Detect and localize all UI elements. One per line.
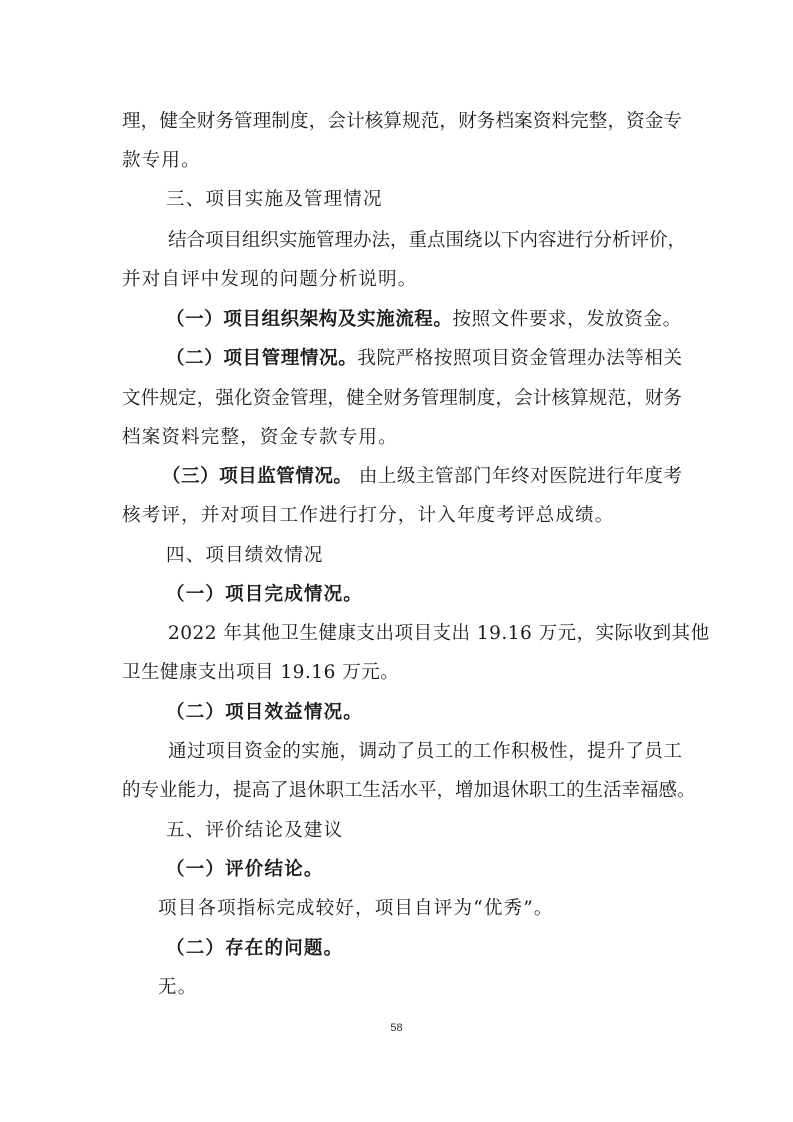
section-heading-3: 三、项目实施及管理情况 — [166, 189, 383, 210]
paragraph-line-17: 通过项目资金的实施，调动了员工的工作积极性，提升了员工 — [168, 741, 682, 762]
paragraph-line-1: 理，健全财务管理制度，会计核算规范，财务档案资料完整，资金专 — [122, 111, 682, 132]
subsection-5-2: （二）存在的问题。 — [166, 938, 344, 959]
subsection-2-line: （二）项目管理情况。我院严格按照项目资金管理办法等相关 — [166, 348, 682, 369]
paragraph-line-15: 卫生健康支出项目 19.16 万元。 — [122, 662, 400, 683]
subsection-3-line: （三）项目监管情况。 由上级主管部门年终对医院进行年度考 — [162, 466, 682, 487]
subsection-5-1: （一）评价结论。 — [166, 859, 324, 880]
paragraph-line-2: 款专用。 — [122, 150, 201, 171]
paragraph-line-14: 2022 年其他卫生健康支出项目支出 19.16 万元，实际收到其他 — [168, 623, 710, 644]
paragraph-line-5: 并对自评中发现的问题分析说明。 — [122, 269, 418, 290]
subsection-4-2: （二）项目效益情况。 — [166, 702, 364, 723]
section-heading-5: 五、评价结论及建议 — [166, 820, 344, 841]
paragraph-line-18: 的专业能力，提高了退休职工生活水平，增加退休职工的生活幸福感。 — [122, 780, 696, 801]
subsection-4-1: （一）项目完成情况。 — [166, 584, 364, 605]
section-heading-4: 四、项目绩效情况 — [166, 545, 324, 566]
paragraph-line-9: 档案资料完整，资金专款专用。 — [122, 427, 398, 448]
paragraph-line-23: 无。 — [158, 977, 198, 998]
paragraph-line-21: 项目各项指标完成较好，项目自评为“优秀”。 — [158, 898, 554, 919]
paragraph-line-4: 结合项目组织实施管理办法，重点围绕以下内容进行分析评价， — [168, 230, 687, 251]
paragraph-line-8: 文件规定，强化资金管理，健全财务管理制度，会计核算规范，财务 — [122, 388, 682, 409]
page-number: 58 — [390, 1022, 403, 1034]
subsection-1-line: （一）项目组织架构及实施流程。按照文件要求，发放资金。 — [166, 309, 682, 330]
paragraph-line-11: 核考评，并对项目工作进行打分，计入年度考评总成绩。 — [122, 505, 615, 526]
